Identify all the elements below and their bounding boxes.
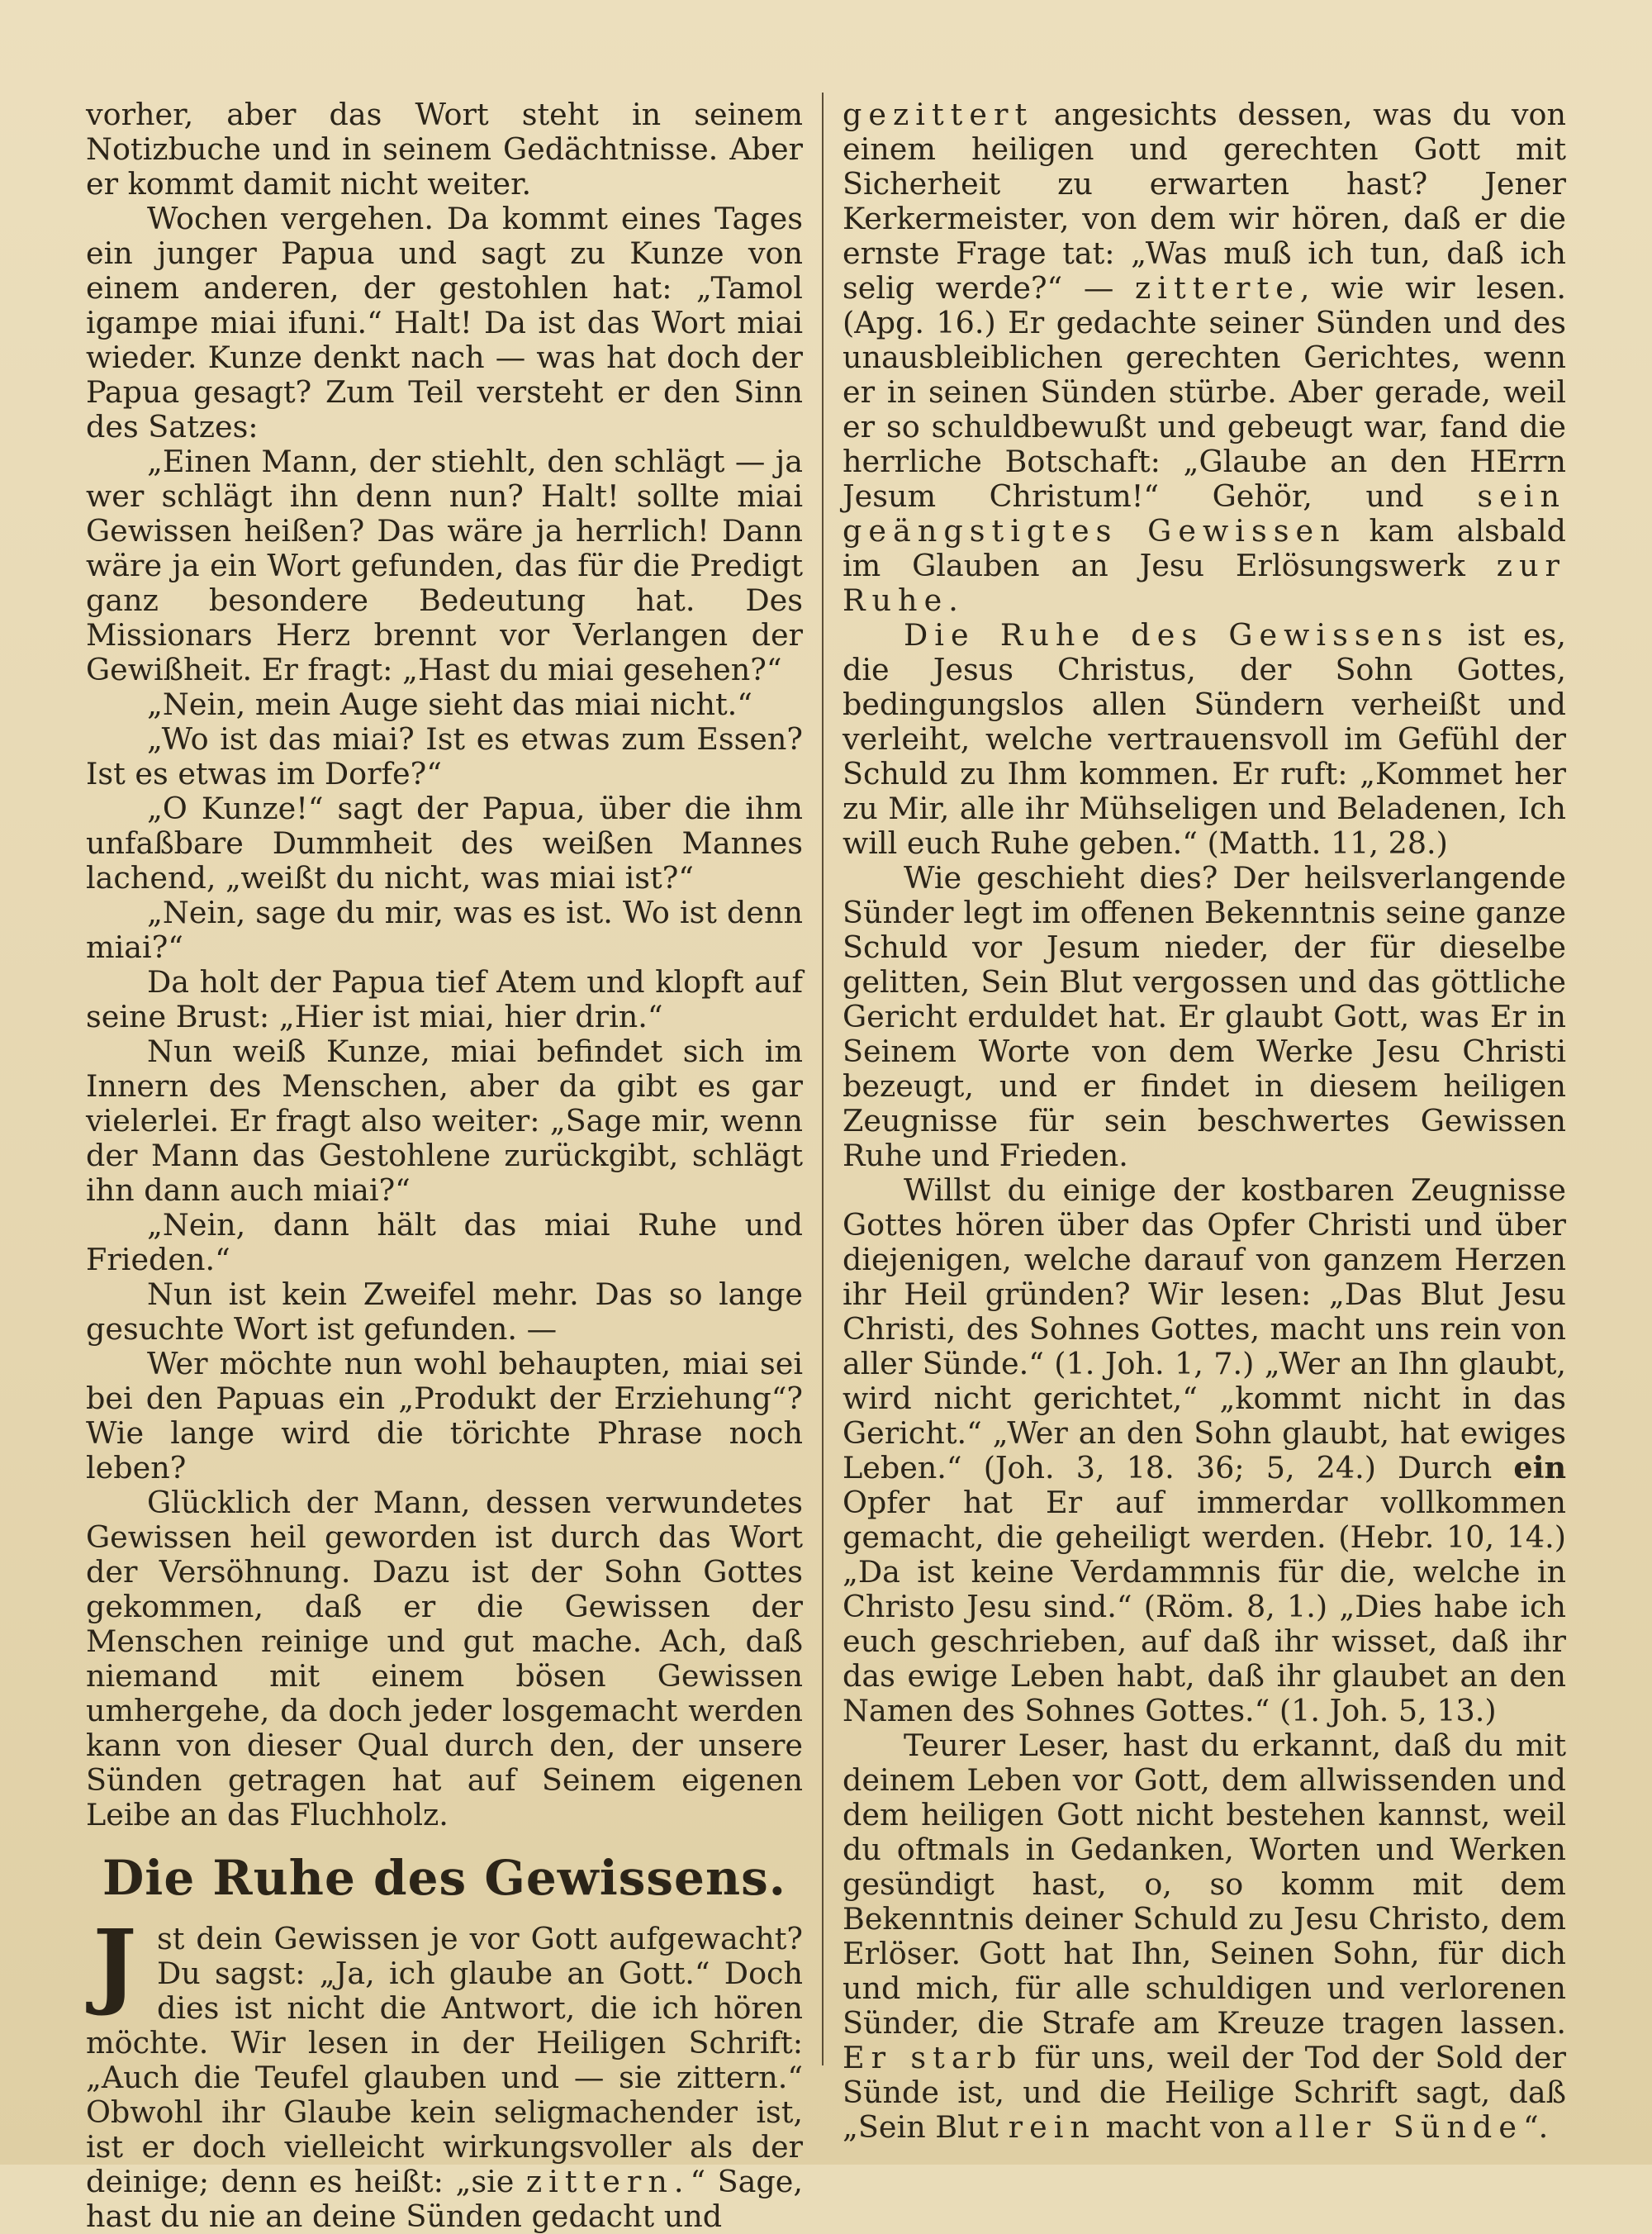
article-title: Die Ruhe des Gewissens. [102, 1850, 786, 1906]
emphasis: ein [1513, 1450, 1566, 1485]
paragraph: „Wo ist das miai? Ist es etwas zum Essen? Ist es etwas im Dorfe?“ [86, 721, 803, 791]
text-run: für uns, weil der Tod der Sold der Sünde ist, und die Heilige Schrift sagt, daß „Sein Blut [843, 2040, 1566, 2145]
text-run: macht von [1105, 2109, 1265, 2145]
paragraph [843, 1173, 1566, 1728]
text-run: ist es, die Jesus Christus, der Sohn Gottes, bedingungslos allen Sündern verheißt und verleiht, welche vertrauensvoll im Gefühl der Schuld zu Ihm kommen. Er ruft: „Kommet her zu Mir, alle ihr Mühseligen und Beladenen, Ich will euch Ruhe geben.“ (Matth. 11, 28.) [843, 617, 1566, 861]
paragraph: „Einen Mann, der stiehlt, den schlägt — ja wer schlägt ihn denn nun? Halt! sollte miai Gewissen heißen? Das wäre ja herrlich! Dann wäre ja ein Wort gefunden, das für die Predigt ganz besondere Bedeutung hat. Des Missionars Herz brennt vor Verlangen der Gewißheit. Er fragt: „Hast du miai gesehen?“ [86, 444, 803, 687]
paragraph [843, 1728, 1566, 2145]
emphasis: sein geängstigtes Gewissen [843, 478, 1567, 549]
column-divider [822, 93, 824, 2065]
emphasis: gezittert [843, 97, 1034, 132]
emphasis: Er starb [843, 2040, 1023, 2075]
right-column [843, 97, 1566, 2145]
text-run: Teurer Leser, hast du erkannt, daß du mit deinem Leben vor Gott, dem allwissenden und dem heiligen Gott nicht bestehen kannst, weil du oftmals in Gedanken, Worten und Werken gesündigt hast, o, so komm mit dem Bekenntnis deiner Schuld zu Jesu Christo, dem Erlöser. Gott hat Ihn, Seinen Sohn, für dich und mich, für alle schuldigen und verlorenen Sünder, die Strafe am Kreuze tragen lassen. [843, 1728, 1566, 2041]
paragraph: „Nein, sage du mir, was es ist. Wo ist denn miai?“ [86, 895, 803, 965]
paragraph: Wochen vergehen. Da kommt eines Tages ein junger Papua und sagt zu Kunze von einem anderen, der gestohlen hat: „Tamol igampe miai ifuni.“ Halt! Da ist das Wort miai wieder. Kunze denkt nach — was hat doch der Papua gesagt? Zum Teil versteht er den Sinn des Satzes: [86, 201, 803, 444]
emphasis: rein [1008, 2109, 1096, 2145]
paragraph: „O Kunze!“ sagt der Papua, über die ihm unfaßbare Dummheit des weißen Mannes lachend, „weißt du nicht, was miai ist?“ [86, 791, 803, 896]
emphasis: zur Ruhe [843, 548, 1566, 618]
emphasis: aller Sünde [1274, 2109, 1523, 2145]
paragraph [86, 1910, 803, 2234]
text-run: . [948, 582, 958, 618]
text-run: “ Sage, hast du nie an deine Sünden gedacht und [86, 2164, 803, 2234]
text-run: angesichts dessen, was du von einem heiligen und gerechten Gott mit Sicherheit zu erwarten hast? Jener Kerkermeister, von dem wir hören, daß er die ernste Frage tat: „Was muß ich tun, daß ich selig werde?“ — [843, 97, 1566, 306]
paragraph: Nun ist kein Zweifel mehr. Das so lange gesuchte Wort ist gefunden. — [86, 1276, 803, 1347]
paragraph: „Nein, dann hält das miai Ruhe und Frieden.“ [86, 1207, 803, 1277]
text-run: Opfer hat Er auf immerdar vollkommen gemacht, die geheiligt werden. (Hebr. 10, 14.) „Da ist keine Verdammnis für die, welche in Christo Jesu sind.“ (Röm. 8, 1.) „Dies habe ich euch geschrieben, auf daß ihr wisset, daß ihr das ewige Leben habt, daß ihr glaubet an den Namen des Sohnes Gottes.“ (1. Joh. 5, 13.) [843, 1485, 1566, 1728]
text-run: st dein Gewissen je vor Gott aufgewacht? Du sagst: „Ja, ich glaube an Gott.“ Doch dies ist nicht die Antwort, die ich hören möchte. Wir lesen in der Heiligen Schrift: „Auch die Teufel glauben und — sie zittern.“ Obwohl ihr Glaube kein seligmachender ist, ist er doch vielleicht wirkungsvoller als der deinige; denn es heißt: „sie [86, 1921, 803, 2199]
paragraph [843, 618, 1566, 861]
emphasis: Die Ruhe des Gewissens [904, 617, 1450, 653]
text-run: Willst du einige der kostbaren Zeugnisse Gottes hören über das Opfer Christi und über diejenigen, welche darauf von ganzem Herzen ihr Heil gründen? Wir lesen: „Das Blut Jesu Christi, des Sohnes Gottes, macht uns rein von aller Sünde.“ (1. Joh. 1, 7.) „Wer an Ihn glaubt, wird nicht gerichtet,“ „kommt nicht in das Gericht.“ „Wer an den Sohn glaubt, hat ewiges Leben.“ (Joh. 3, 18. 36; 5, 24.) Durch [843, 1172, 1566, 1485]
paragraph: vorher, aber das Wort steht in seinem Notizbuche und in seinem Gedächtnisse. Aber er kommt damit nicht weiter. [86, 97, 803, 202]
text-run: “. [1522, 2109, 1549, 2145]
paragraph: Wie geschieht dies? Der heilsverlangende Sünder legt im offenen Bekenntnis seine ganze Schuld vor Jesum nieder, der für dieselbe gelitten, Sein Blut vergossen und das göttliche Gericht erduldet hat. Er glaubt Gott, was Er in Seinem Worte von dem Werke Jesu Christi bezeugt, und er findet in diesem heiligen Zeugnisse für sein beschwertes Gewissen Ruhe und Frieden. [843, 860, 1566, 1173]
paragraph: Da holt der Papua tief Atem und klopft auf seine Brust: „Hier ist miai, hier drin.“ [86, 964, 803, 1034]
paragraph: „Nein, mein Auge sieht das miai nicht.“ [147, 687, 752, 722]
emphasis: zittern. [525, 2164, 691, 2199]
drop-cap: J [93, 1910, 137, 2018]
emphasis: zitterte [1135, 270, 1300, 306]
text-run: , wie wir lesen. (Apg. 16.) Er gedachte seiner Sünden und des unausbleiblichen gerechten Gerichtes, wenn er in seinen Sünden stürbe. Aber gerade, weil er so schuldbewußt und gebeugt war, fand die herrliche Botschaft: „Glaube an den HErrn Jesum Christum!“ Gehör, und [843, 270, 1567, 514]
paragraph: Glücklich der Mann, dessen verwundetes Gewissen heil geworden ist durch das Wort der Versöhnung. Dazu ist der Sohn Gottes gekommen, daß er die Gewissen der Menschen reinige und gut mache. Ach, daß niemand mit einem bösen Gewissen umhergehe, da doch jeder losgemacht werden kann von dieser Qual durch den, der unsere Sünden getragen hat auf Seinem eigenen Leibe an das Fluchholz. [86, 1485, 803, 1832]
paragraph: Wer möchte nun wohl behaupten, miai sei bei den Papuas ein „Produkt der Erziehung“? Wie lange wird die törichte Phrase noch leben? [86, 1346, 803, 1485]
left-column [86, 97, 803, 2234]
paragraph [843, 97, 1566, 618]
paragraph: Nun weiß Kunze, miai befindet sich im Innern des Menschen, aber da gibt es gar vielerlei. Er fragt also weiter: „Sage mir, wenn der Mann das Gestohlene zurückgibt, schlägt ihn dann auch miai?“ [86, 1034, 803, 1208]
text-run: kam alsbald im Glauben an Jesu Erlösungswerk [843, 513, 1567, 583]
